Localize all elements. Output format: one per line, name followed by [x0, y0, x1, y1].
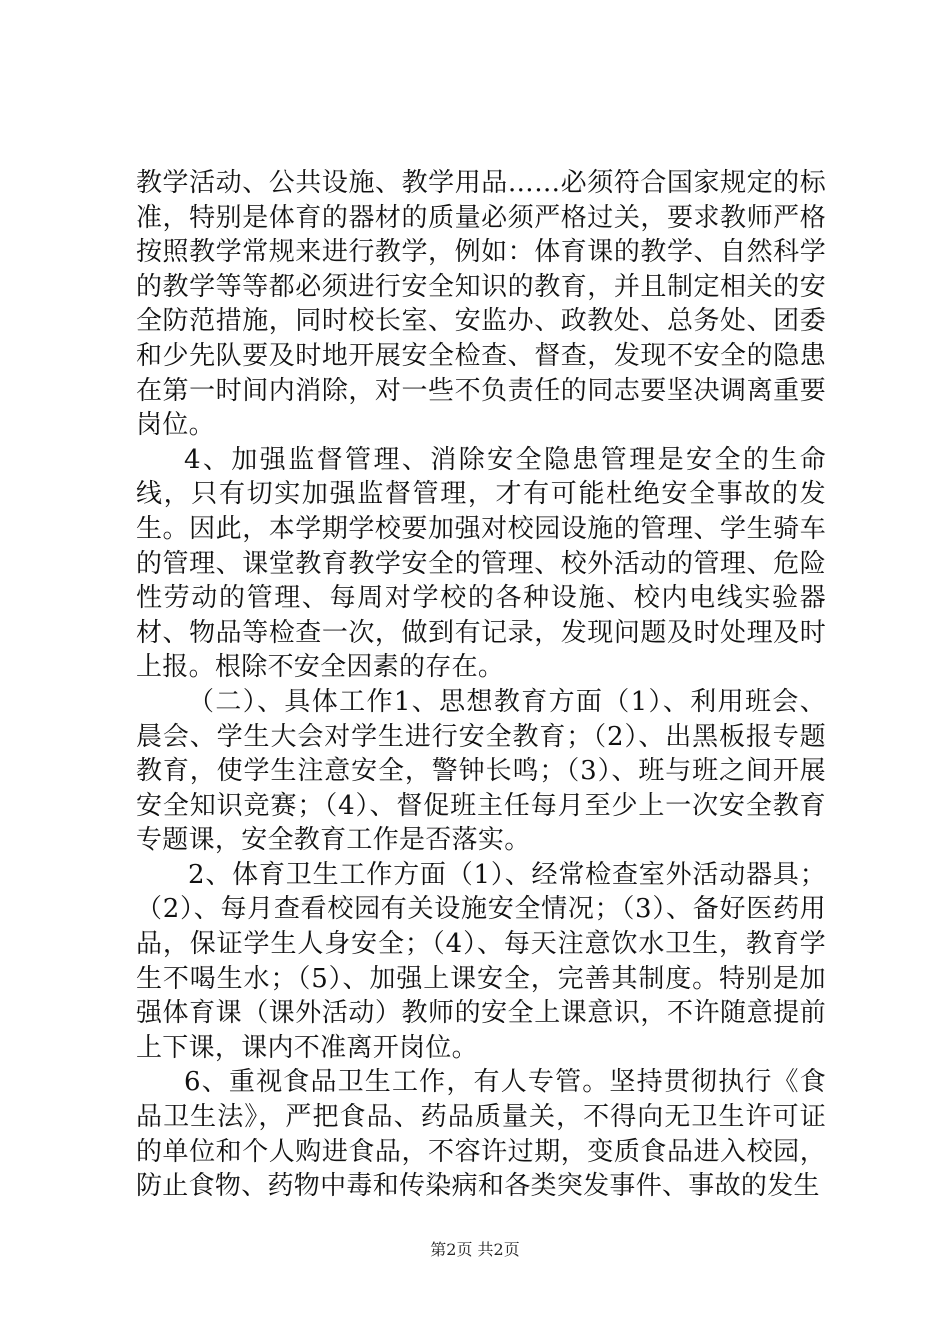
page-footer: 第2页 共2页	[430, 1240, 520, 1259]
document-body	[136, 166, 826, 1204]
paragraph-sports-hygiene: 2、体育卫生工作方面（1）、经常检查室外活动器具；（2）、每月查看校园有关设施安全情况；（3）、备好医药用品，保证学生人身安全；（4）、每天注意饮水卫生，教育学生不喝生水；（5）、加强上课安全，完善其制度。特别是加强体育课（课外活动）教师的安全上课意识，不许随意提前上下课，课内不准离开岗位。	[136, 859, 826, 1063]
paragraph-specific-work: （二）、具体工作1、思想教育方面（1）、利用班会、晨会、学生大会对学生进行安全教育；（2）、出黑板报专题教育，使学生注意安全，警钟长鸣；（3）、班与班之间开展安全知识竞赛；（4）、督促班主任每月至少上一次安全教育专题课，安全教育工作是否落实。	[136, 686, 826, 856]
paragraph-supervision: 4、加强监督管理、消除安全隐患管理是安全的生命线，只有切实加强监督管理，才有可能杜绝安全事故的发生。因此，本学期学校要加强对校园设施的管理、学生骑车的管理、课堂教育教学安全的管理、校外活动的管理、危险性劳动的管理、每周对学校的各种设施、校内电线实验器材、物品等检查一次，做到有记录，发现问题及时处理及时上报。根除不安全因素的存在。	[136, 444, 826, 683]
paragraph-food-hygiene: 6、重视食品卫生工作，有人专管。坚持贯彻执行《食品卫生法》，严把食品、药品质量关，不得向无卫生许可证的单位和个人购进食品，不容许过期，变质食品进入校园，防止食物、药物中毒和传染病和各类突发事件、事故的发生	[136, 1067, 826, 1202]
paragraph-continuation: 教学活动、公共设施、教学用品……必须符合国家规定的标准，特别是体育的器材的质量必须严格过关，要求教师严格按照教学常规来进行教学，例如：体育课的教学、自然科学的教学等等都必须进行安全知识的教育，并且制定相关的安全防范措施，同时校长室、安监办、政教处、总务处、团委和少先队要及时地开展安全检查、督查，发现不安全的隐患在第一时间内消除，对一些不负责任的同志要坚决调离重要岗位。	[136, 168, 826, 441]
